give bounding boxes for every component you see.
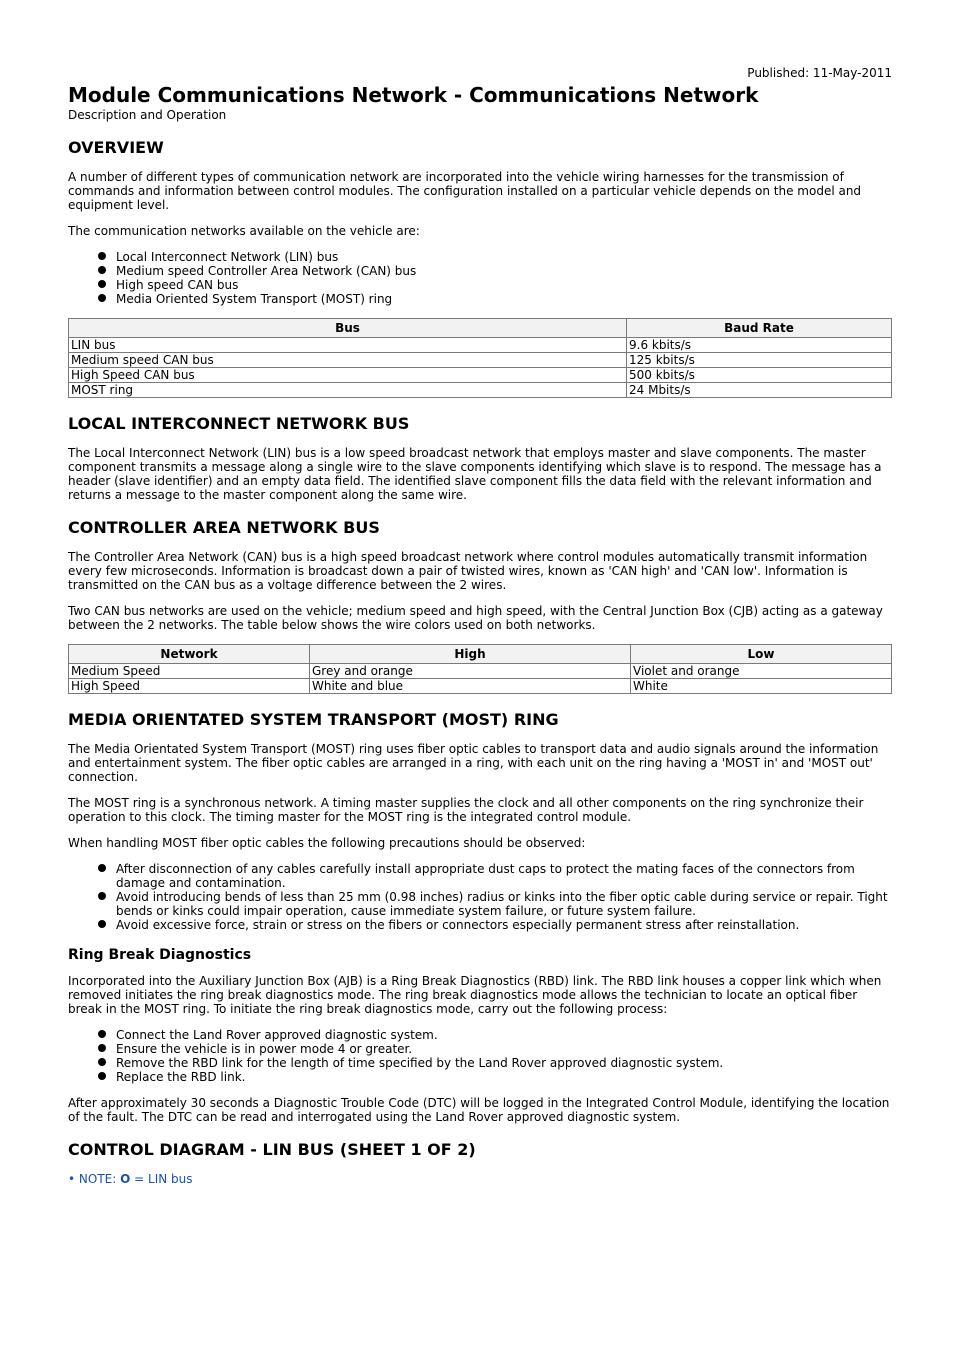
table-header: Network [69, 645, 310, 664]
table-cell: 500 kbits/s [627, 368, 892, 383]
table-row [69, 338, 892, 353]
table-cell: White and blue [310, 679, 631, 694]
ring-paragraph-2: After approximately 30 seconds a Diagnostic Trouble Code (DTC) will be logged in the Integrated Control Module, identifying the location of the fault. The DTC can be read and interrogated using the Land Rover approved diagnostic system. [68, 1096, 890, 1124]
precautions-list [68, 862, 892, 932]
bullet-icon [98, 294, 106, 302]
table-cell: High Speed [69, 679, 310, 694]
table-cell: 125 kbits/s [627, 353, 892, 368]
table-header: Bus [69, 319, 627, 338]
table-cell: Grey and orange [310, 664, 631, 679]
bullet-icon [98, 1058, 106, 1066]
table-cell: 9.6 kbits/s [627, 338, 892, 353]
network-list [68, 250, 892, 306]
baud-rate-table [68, 318, 892, 398]
list-item: Medium speed Controller Area Network (CAN) bus [98, 264, 892, 278]
list-item: Replace the RBD link. [98, 1070, 892, 1084]
table-row [69, 679, 892, 694]
table-cell: MOST ring [69, 383, 627, 398]
bullet-icon [98, 266, 106, 274]
most-heading: MEDIA ORIENTATED SYSTEM TRANSPORT (MOST) RING [68, 710, 559, 729]
table-row [69, 353, 892, 368]
bullet-icon [98, 892, 106, 900]
table-cell: LIN bus [69, 338, 627, 353]
ring-paragraph-1: Incorporated into the Auxiliary Junction Box (AJB) is a Ring Break Diagnostics (RBD) link. The RBD link houses a copper link which when removed initiates the ring break diagnostics mode. The ring break diagnostics mode allows the technician to locate an optical fiber break in the MOST ring. To initiate the ring break diagnostics mode, carry out the following process: [68, 974, 882, 1016]
table-header: High [310, 645, 631, 664]
table-cell: Medium speed CAN bus [69, 353, 627, 368]
table-row [69, 383, 892, 398]
table-cell: High Speed CAN bus [69, 368, 627, 383]
overview-heading: OVERVIEW [68, 138, 164, 157]
table-cell: Medium Speed [69, 664, 310, 679]
table-row [69, 664, 892, 679]
list-item: Local Interconnect Network (LIN) bus [98, 250, 892, 264]
can-heading: CONTROLLER AREA NETWORK BUS [68, 518, 380, 537]
note-key: O [120, 1172, 131, 1186]
ring-break-steps [68, 1028, 892, 1084]
page-title: Module Communications Network - Communications Network [68, 83, 759, 107]
list-item: Avoid introducing bends of less than 25 mm (0.98 inches) radius or kinks into the fiber optic cable during service or repair. Tight bends or kinks could impair operation, cause immediate system failure, or future system failure. [98, 890, 892, 918]
table-row [69, 368, 892, 383]
most-paragraph-3: When handling MOST fiber optic cables the following precautions should be observed: [68, 836, 586, 850]
list-item: Remove the RBD link for the length of time specified by the Land Rover approved diagnostic system. [98, 1056, 892, 1070]
table-cell: White [631, 679, 892, 694]
list-item: High speed CAN bus [98, 278, 892, 292]
list-item: Ensure the vehicle is in power mode 4 or greater. [98, 1042, 892, 1056]
bullet-icon [98, 280, 106, 288]
bullet-icon [98, 920, 106, 928]
wire-color-table [68, 644, 892, 694]
table-cell: Violet and orange [631, 664, 892, 679]
ring-break-heading: Ring Break Diagnostics [68, 947, 252, 963]
can-paragraph-2: Two CAN bus networks are used on the vehicle; medium speed and high speed, with the Central Junction Box (CJB) acting as a gateway between the 2 networks. The table below shows the wire colors used on both networks. [68, 604, 883, 632]
note-prefix: • NOTE: [68, 1172, 117, 1186]
table-header: Baud Rate [627, 319, 892, 338]
overview-paragraph-1: A number of different types of communication network are incorporated into the vehicle wiring harnesses for the transmission of commands and information between control modules. The configuration installed on a particular vehicle depends on the model and equipment level. [68, 170, 862, 212]
overview-paragraph-2: The communication networks available on the vehicle are: [68, 224, 420, 238]
most-paragraph-1: The Media Orientated System Transport (MOST) ring uses fiber optic cables to transport data and audio signals around the information and entertainment system. The fiber optic cables are arranged in a ring, with each unit on the ring having a 'MOST in' and 'MOST out' connection. [68, 742, 879, 784]
control-diagram-heading: CONTROL DIAGRAM - LIN BUS (SHEET 1 OF 2) [68, 1140, 476, 1159]
list-item: After disconnection of any cables carefully install appropriate dust caps to protect the mating faces of the connectors from damage and contamination. [98, 862, 892, 890]
page-subtitle: Description and Operation [68, 108, 227, 122]
published-date: Published: 11-May-2011 [747, 66, 892, 80]
note-text: = LIN bus [134, 1172, 193, 1186]
lin-heading: LOCAL INTERCONNECT NETWORK BUS [68, 414, 410, 433]
bullet-icon [98, 1044, 106, 1052]
list-item: Avoid excessive force, strain or stress on the fibers or connectors especially permanent stress after reinstallation. [98, 918, 892, 932]
table-cell: 24 Mbits/s [627, 383, 892, 398]
bullet-icon [98, 864, 106, 872]
bullet-icon [98, 252, 106, 260]
table-header: Low [631, 645, 892, 664]
note [68, 1172, 892, 1186]
list-item: Media Oriented System Transport (MOST) ring [98, 292, 892, 306]
table-header-row [69, 645, 892, 664]
most-paragraph-2: The MOST ring is a synchronous network. A timing master supplies the clock and all other components on the ring synchronize their operation to this clock. The timing master for the MOST ring is the integrated control module. [68, 796, 864, 824]
list-item: Connect the Land Rover approved diagnostic system. [98, 1028, 892, 1042]
bullet-icon [98, 1030, 106, 1038]
lin-paragraph-1: The Local Interconnect Network (LIN) bus is a low speed broadcast network that employs master and slave components. The master component transmits a message along a single wire to the slave components identifying which slave is to respond. The message has a header (slave identifier) and an empty data field. The identified slave component fills the data field with the relevant information and returns a message to the master component along the same wire. [68, 446, 882, 502]
can-paragraph-1: The Controller Area Network (CAN) bus is a high speed broadcast network where control modules automatically transmit information every few microseconds. Information is broadcast down a pair of twisted wires, known as 'CAN high' and 'CAN low'. Information is transmitted on the CAN bus as a voltage difference between the 2 wires. [68, 550, 868, 592]
bullet-icon [98, 1072, 106, 1080]
table-header-row [69, 319, 892, 338]
